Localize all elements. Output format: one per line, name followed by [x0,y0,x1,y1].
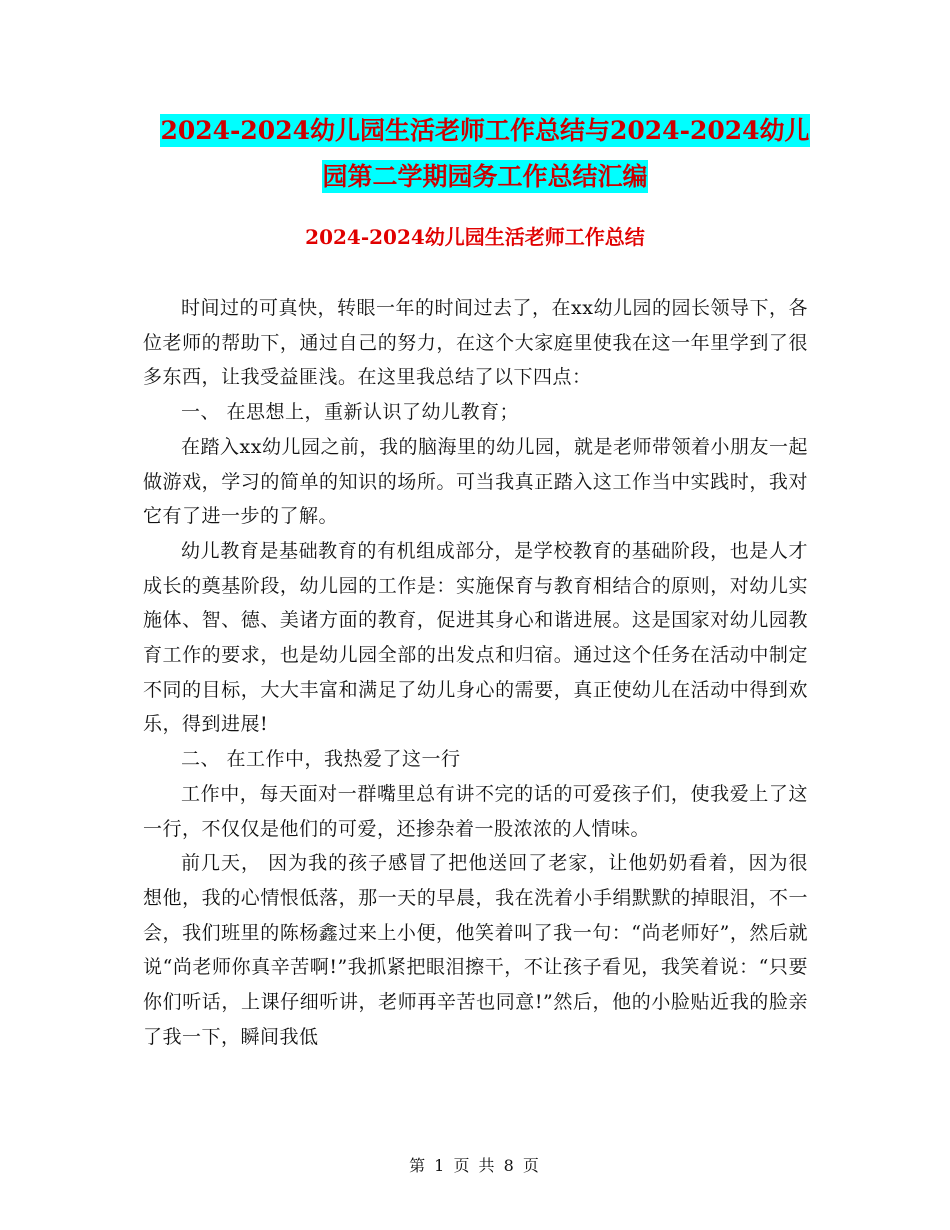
document-title-line2: 园第二学期园务工作总结汇编 [322,162,648,191]
paragraph-intro: 时间过的可真快，转眼一年的时间过去了，在xx幼儿园的园长领导下，各位老师的帮助下，通过自己的努力，在这个大家庭里使我在这一年里学到了很多东西，让我受益匪浅。在这里我总结了以下四点： [143,297,808,389]
page-footer: 第 1 页 共 8 页 [409,1156,541,1175]
paragraph-heading-2: 二、 在工作中，我热爱了这一行 [181,748,461,771]
paragraph-5: 前几天， 因为我的孩子感冒了把他送回了老家，让他奶奶看着，因为很想他，我的心情恨低落，那一天的早晨，我在洗着小手绢默默的掉眼泪，不一会，我们班里的陈杨鑫过来上小便，他笑着叫了我一句：“尚老师好”，然后就说“尚老师你真辛苦啊!”我抓紧把眼泪擦干，不让孩子看见，我笑着说：“只要你们听话，上课仔细听讲，老师再辛苦也同意!”然后，他的小脸贴近我的脸亲了我一下，瞬间我低 [143,852,808,1048]
paragraph-heading-1: 一、 在思想上，重新认识了幼儿教育； [181,401,520,424]
document-title-line1: 2024-2024幼儿园生活老师工作总结与2024-2024幼儿 [160,116,810,145]
paragraph-4: 工作中，每天面对一群嘴里总有讲不完的话的可爱孩子们，使我爱上了这一行，不仅仅是他们的可爱，还掺杂着一股浓浓的人情味。 [143,782,808,840]
paragraph-2: 在踏入xx幼儿园之前，我的脑海里的幼儿园，就是老师带领着小朋友一起做游戏，学习的简单的知识的场所。可当我真正踏入这工作当中实践时，我对它有了进一步的了解。 [143,435,808,528]
section-title: 2024-2024幼儿园生活老师工作总结 [305,225,645,249]
paragraph-3: 幼儿教育是基础教育的有机组成部分，是学校教育的基础阶段，也是人才成长的奠基阶段，幼儿园的工作是：实施保育与教育相结合的原则，对幼儿实施体、智、德、美诸方面的教育，促进其身心和谐进展。这是国家对幼儿园教育工作的要求，也是幼儿园全部的出发点和归宿。通过这个任务在活动中制定不同的目标，大大丰富和满足了幼儿身心的需要，真正使幼儿在活动中得到欢乐，得到进展! [143,539,808,736]
body-text [143,291,808,1054]
document-title [140,108,830,200]
